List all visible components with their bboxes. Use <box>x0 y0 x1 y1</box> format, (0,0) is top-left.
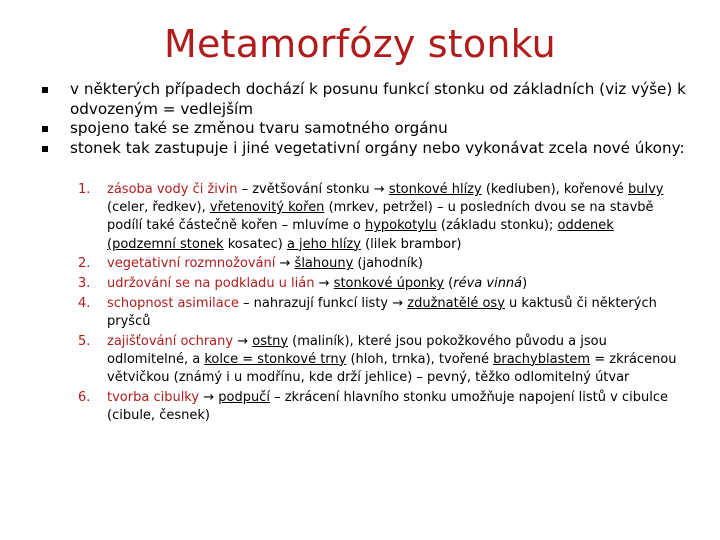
term: ostny <box>252 333 289 349</box>
italic-term: réva vinná <box>453 276 523 292</box>
item-heading: tvorba cibulky <box>107 389 200 405</box>
term: stonkové hlízy <box>388 182 482 197</box>
square-bullet-icon <box>42 87 48 93</box>
term: brachyblastem <box>493 351 591 367</box>
item-number: 6. <box>78 389 91 405</box>
bullet-list <box>38 80 698 158</box>
item-heading: zajišťování ochrany <box>107 333 234 349</box>
term: hypokotylu <box>364 218 437 234</box>
numbered-list <box>78 181 678 427</box>
bullet-item <box>38 119 698 139</box>
square-bullet-icon <box>42 146 48 152</box>
item-number: 1. <box>78 182 91 197</box>
item-number: 4. <box>78 295 91 311</box>
term: šlahouny <box>294 256 354 272</box>
item-heading: schopnost asimilace <box>107 295 239 311</box>
term: stonkové úponky <box>333 276 445 292</box>
term: podpučí <box>218 389 270 405</box>
bullet-text: stonek tak zastupuje i jiné vegetativní orgány nebo vykonávat zcela nové úkony: <box>70 138 685 157</box>
list-item: 3. udržování se na podkladu u lián → stonkové úponky (réva vinná) <box>78 275 678 293</box>
item-number: 5. <box>78 333 91 349</box>
term: vřetenovitý kořen <box>209 200 325 216</box>
square-bullet-icon <box>42 126 48 132</box>
slide-title: Metamorfózy stonku <box>164 22 556 66</box>
bullet-item <box>38 80 698 119</box>
list-item: 1. zásoba vody či živin – zvětšování stonku → stonkové hlízy (kedluben), kořenové bulvy (celer, ředkev), vřetenovitý kořen (mrkev, petržel) – u posledních dvou se na stavbě podílí také částečně kořen – mluvíme o hypokotylu (základu stonku); oddenek (podzemní stonek kosatec) a jeho hlízy (lilek brambor) <box>78 182 664 252</box>
term: a jeho hlízy <box>286 236 361 252</box>
item-number: 2. <box>78 256 91 272</box>
term: kolce = stonkové trny <box>204 351 347 367</box>
list-item: 4. schopnost asimilace – nahrazují funkcí listy → zdužnatělé osy u kaktusů či některých pryšců <box>78 295 657 329</box>
bullet-text: v některých případech dochází k posunu funkcí stonku od základních (viz výše) k odvozeným = vedlejším <box>70 80 686 118</box>
bullet-text: spojeno také se změnou tvaru samotného orgánu <box>70 119 448 137</box>
term: zdužnatělé osy <box>407 295 505 311</box>
bullet-item <box>38 139 698 159</box>
item-heading: zásoba vody či živin <box>107 182 238 197</box>
item-heading: vegetativní rozmnožování <box>107 256 276 272</box>
list-item: 2. vegetativní rozmnožování → šlahouny (jahodník) <box>78 255 678 273</box>
term: bulvy <box>628 182 664 197</box>
item-heading: udržování se na podkladu u lián <box>107 276 315 292</box>
term: oddenek (podzemní stonek <box>107 218 614 252</box>
item-number: 3. <box>78 276 91 292</box>
list-item: 5. zajišťování ochrany → ostny (maliník), které jsou pokožkového původu a jsou odlomitelné, a kolce = stonkové trny (hloh, trnka), tvořené brachyblastem = zkrácenou větvičkou (známý i u modřínu, kde drží jehlice) – pevný, těžko odlomitelný útvar <box>78 333 677 386</box>
list-item: 6. tvorba cibulky → podpučí – zkrácení hlavního stonku umožňuje napojení listů v cibulce (cibule, česnek) <box>78 389 668 423</box>
